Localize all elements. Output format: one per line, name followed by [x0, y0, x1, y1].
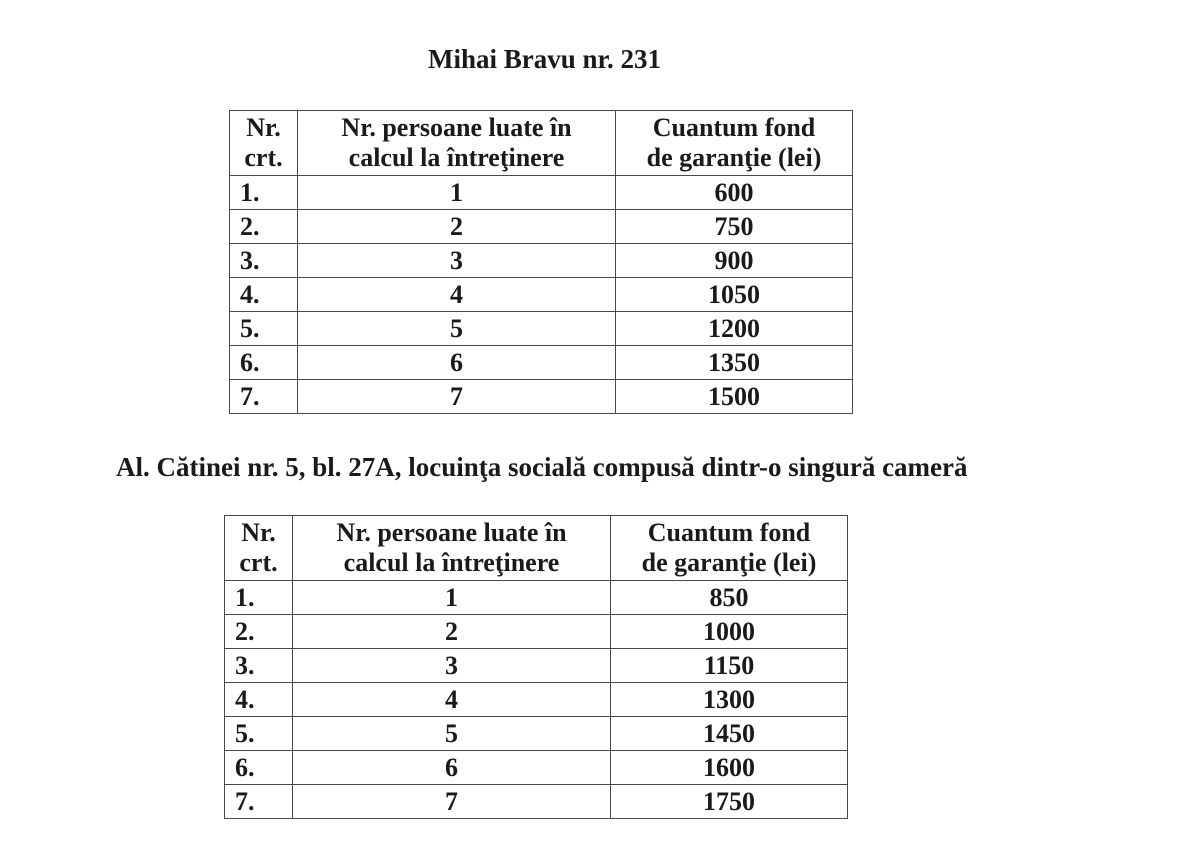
header-persons: [298, 111, 616, 176]
cell-persons: 1: [298, 176, 616, 210]
header-persons: [293, 516, 611, 581]
header-line: Nr. persoane luate în: [341, 113, 572, 142]
table-row: [225, 683, 848, 717]
cell-persons: 2: [298, 210, 616, 244]
cell-amount: 750: [616, 210, 853, 244]
header-fund-amount: [616, 111, 853, 176]
cell-amount: 1200: [616, 312, 853, 346]
table-row: [230, 312, 853, 346]
table-row: [230, 278, 853, 312]
table-row: [230, 346, 853, 380]
cell-persons: 7: [298, 380, 616, 414]
header-line: Cuantum fond: [647, 518, 811, 547]
table-row: [225, 649, 848, 683]
cell-persons: 7: [293, 785, 611, 819]
header-line: de garanţie (lei): [641, 548, 817, 577]
header-nr-crt: [225, 516, 293, 581]
header-line: Nr.: [246, 113, 281, 142]
cell-nr: 1.: [225, 581, 293, 615]
guarantee-fund-table-mihai-bravu: [229, 110, 853, 414]
header-line: calcul la întreţinere: [343, 548, 560, 577]
cell-amount: 1500: [616, 380, 853, 414]
cell-nr: 1.: [230, 176, 298, 210]
table-row: [230, 176, 853, 210]
cell-amount: 1750: [611, 785, 848, 819]
cell-nr: 2.: [225, 615, 293, 649]
cell-nr: 4.: [230, 278, 298, 312]
cell-amount: 600: [616, 176, 853, 210]
header-line: crt.: [239, 548, 278, 577]
cell-persons: 4: [298, 278, 616, 312]
cell-nr: 6.: [230, 346, 298, 380]
header-line: Nr. persoane luate în: [336, 518, 567, 547]
cell-amount: 1350: [616, 346, 853, 380]
cell-nr: 3.: [230, 244, 298, 278]
cell-amount: 900: [616, 244, 853, 278]
table-row: [225, 581, 848, 615]
header-line: Nr.: [241, 518, 276, 547]
header-line: calcul la întreţinere: [348, 143, 565, 172]
cell-persons: 6: [293, 751, 611, 785]
cell-persons: 4: [293, 683, 611, 717]
table-row: [230, 244, 853, 278]
cell-persons: 6: [298, 346, 616, 380]
section-title-mihai-bravu: Mihai Bravu nr. 231: [428, 44, 662, 74]
table-header-row: [225, 516, 848, 581]
cell-amount: 1300: [611, 683, 848, 717]
table-row: [225, 717, 848, 751]
header-fund-amount: [611, 516, 848, 581]
cell-nr: 5.: [225, 717, 293, 751]
cell-persons: 2: [293, 615, 611, 649]
table-row: [225, 751, 848, 785]
cell-amount: 1050: [616, 278, 853, 312]
cell-nr: 4.: [225, 683, 293, 717]
header-nr-crt: [230, 111, 298, 176]
table-row: [225, 615, 848, 649]
cell-persons: 3: [298, 244, 616, 278]
header-line: de garanţie (lei): [646, 143, 822, 172]
table-header-row: [230, 111, 853, 176]
guarantee-fund-table-catinei: [224, 515, 848, 819]
cell-amount: 1450: [611, 717, 848, 751]
section-title-catinei: Al. Cătinei nr. 5, bl. 27A, locuinţa socială compusă dintr-o singură cameră: [116, 452, 968, 482]
cell-nr: 5.: [230, 312, 298, 346]
header-line: Cuantum fond: [652, 113, 816, 142]
cell-nr: 6.: [225, 751, 293, 785]
cell-amount: 1150: [611, 649, 848, 683]
cell-amount: 850: [611, 581, 848, 615]
cell-nr: 3.: [225, 649, 293, 683]
cell-amount: 1000: [611, 615, 848, 649]
cell-persons: 5: [293, 717, 611, 751]
cell-persons: 3: [293, 649, 611, 683]
cell-persons: 1: [293, 581, 611, 615]
cell-nr: 2.: [230, 210, 298, 244]
table-row: [225, 785, 848, 819]
cell-nr: 7.: [230, 380, 298, 414]
header-line: crt.: [244, 143, 283, 172]
cell-persons: 5: [298, 312, 616, 346]
table-row: [230, 380, 853, 414]
cell-nr: 7.: [225, 785, 293, 819]
cell-amount: 1600: [611, 751, 848, 785]
table-row: [230, 210, 853, 244]
